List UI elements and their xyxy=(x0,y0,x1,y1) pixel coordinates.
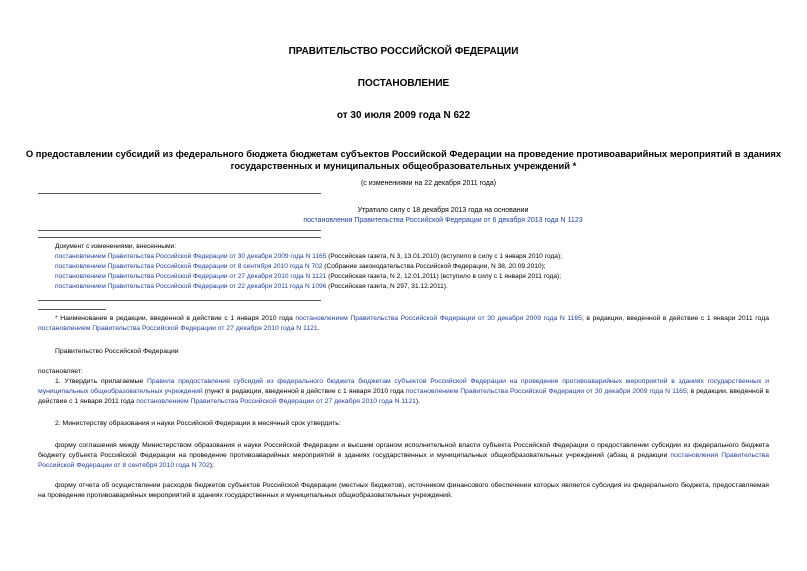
amendment-source: (Российская газета, N 297, 31.12.2011). xyxy=(326,283,448,290)
amendment-link-2[interactable]: постановлением Правительства Российской Федерации от 8 сентября 2010 года N 702 xyxy=(55,263,323,270)
footnote-text: ; в редакции, введенной в действие с 1 январи 2011 года xyxy=(581,315,769,322)
paragraph-1-link-3[interactable]: постановлением Правительства Российской Федерации от 27 декабря 2010 года N 1121 xyxy=(136,398,416,405)
document-date-number: от 30 июля 2009 года N 622 xyxy=(336,110,471,121)
paragraph-4: форму отчета об осуществлении расходов бюджетов субъектов Российской Федерации (местных бюджетов), источником финансового обеспечения которых является субсидия из федерального бюджета, предоставляемая на проведение противоаварийных мероприятий в зданиях государственных и муниципальных общеобразовательных учреждений. xyxy=(38,482,769,499)
list-item xyxy=(55,282,775,292)
paragraph-1 xyxy=(38,377,769,407)
paragraph-1-link-2[interactable]: постановлением Правительства Российской Федерации от 30 декабря 2009 года N 1165 xyxy=(405,388,687,395)
amendment-source: (Российская газета, N 2, 12.01.2011) (вступило в силу с 1 января 2011 года); xyxy=(326,273,562,280)
changes-note: (с изменениями на 22 декабря 2011 года) xyxy=(360,180,497,187)
paragraph-text: ; в редакции, введенной в действие с 1 января 2011 года xyxy=(38,388,769,405)
amendments-intro: Документ с изменениями, внесенными: xyxy=(55,243,177,250)
government-heading: ПРАВИТЕЛЬСТВО РОССИЙСКОЙ ФЕДЕРАЦИИ xyxy=(288,46,519,57)
footnote-link-2[interactable]: постановлением Правительства Российской Федерации от 27 декабря 2010 года N 1121 xyxy=(38,325,318,332)
resolves-line: постановляет: xyxy=(38,368,83,375)
amendment-source: (Собрание законодательства Российской Федерации, N 38, 20.09.2010); xyxy=(322,263,546,270)
amendment-source: (Российская газета, N 3, 13.01.2010) (вступило в силу с 1 января 2010 года); xyxy=(326,253,563,260)
expired-notice: Утратило силу с 18 декабря 2013 года на основании xyxy=(357,207,529,214)
paragraph-text: форму соглашения между Министерством образования и науки Российской Федерации и высшим органом исполнительной власти субъекта Российской Федерации о предоставлении субсидии из федерального бюджета бюджету субъекта Российской Федерации на проведение противоаварийных мероприятий в зданиях государственных и муниципальных общеобразовательных учреждений (абзац в редакции xyxy=(38,442,769,459)
amendment-link-4[interactable]: постановлением Правительства Российской Федерации от 22 декабря 2011 года N 1096 xyxy=(55,283,327,290)
document-title xyxy=(0,148,807,172)
divider xyxy=(38,300,321,301)
footnote-divider xyxy=(38,309,106,310)
list-item xyxy=(55,252,775,262)
title-line-2: государственных и муниципальных общеобразовательных учреждений * xyxy=(230,160,577,171)
paragraph-3-link[interactable]: постановления Правительства Российской Федерации от 8 сентября 2010 года N 702 xyxy=(38,452,769,469)
divider xyxy=(38,237,321,238)
footnote-text: . xyxy=(317,325,320,332)
government-line: Правительство Российской Федерации xyxy=(55,348,179,355)
document-type: ПОСТАНОВЛЕНИЕ xyxy=(357,78,450,89)
amendments-block xyxy=(55,242,775,292)
paragraph-text: 1. Утвердить прилагаемые xyxy=(55,378,147,385)
footnote-link-1[interactable]: постановлением Правительства Российской Федерации от 30 декабря 2009 года N 1165 xyxy=(295,315,582,322)
paragraph-text: ). xyxy=(415,398,421,405)
footnote-text: * Наименование в редакции, введенной в действие с 1 января 2010 года xyxy=(55,315,296,322)
list-item xyxy=(55,272,775,282)
rules-link[interactable]: Правила предоставления субсидий из федерального бюджета бюджетам субъектов Российской Федерации на проведение противоаварийных мероприятий в зданиях государственных и муниципальных общеобразовательных учреждений xyxy=(38,378,770,395)
paragraph-text: ); xyxy=(209,462,214,469)
amendment-link-1[interactable]: постановлением Правительства Российской Федерации от 30 декабря 2009 года N 1165 xyxy=(55,253,327,260)
divider xyxy=(38,230,321,231)
divider xyxy=(38,193,321,194)
footnote xyxy=(38,314,769,334)
list-item xyxy=(55,262,775,272)
paragraph-text: (пункт в редакции, введенной в действие с 1 января 2010 года xyxy=(202,388,406,395)
title-line-1: О предоставлении субсидий из федерального бюджета бюджетам субъектов Российской Федерации на проведение противоаварийных мероприятий в зданиях xyxy=(25,148,782,159)
paragraph-2: 2. Министерству образования и науки Российской Федерации в месячный срок утвердить: xyxy=(55,420,341,427)
expired-link[interactable]: постановления Правительства Российской Федерации от 6 декабря 2013 года N 1123 xyxy=(303,217,583,224)
paragraph-3 xyxy=(38,441,769,471)
amendment-link-3[interactable]: постановлением Правительства Российской Федерации от 27 декабря 2010 года N 1121 xyxy=(55,273,327,280)
